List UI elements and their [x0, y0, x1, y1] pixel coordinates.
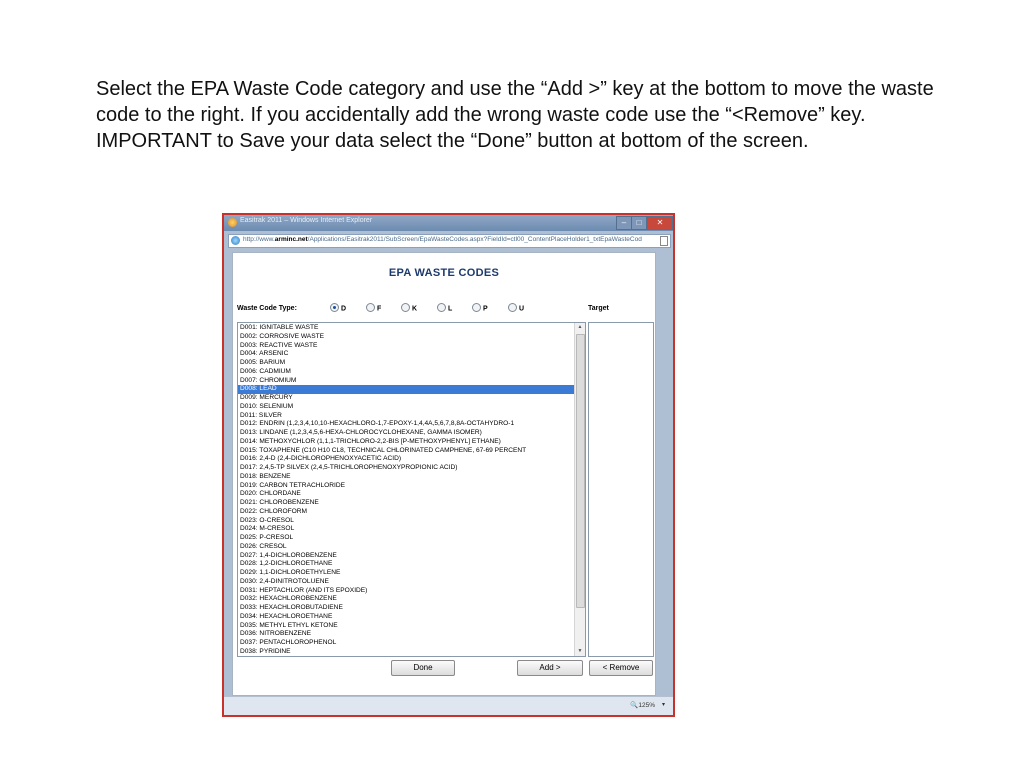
scroll-up-icon[interactable]: ▲: [577, 324, 583, 330]
remove-button[interactable]: < Remove: [589, 660, 653, 676]
radio-u[interactable]: [508, 304, 524, 313]
maximize-button[interactable]: □: [631, 216, 647, 230]
title-bar: [224, 215, 673, 231]
done-button[interactable]: Done: [391, 660, 455, 676]
list-item[interactable]: D035: METHYL ETHYL KETONE: [240, 621, 338, 629]
target-list[interactable]: [588, 322, 654, 657]
radio-button-icon[interactable]: [472, 303, 481, 312]
radio-button-icon[interactable]: [366, 303, 375, 312]
radio-l[interactable]: [437, 304, 452, 313]
list-item[interactable]: D011: SILVER: [240, 411, 282, 419]
list-item[interactable]: D004: ARSENIC: [240, 350, 289, 358]
list-item[interactable]: D008: LEAD: [238, 385, 574, 394]
radio-k[interactable]: [401, 304, 417, 313]
list-item[interactable]: D034: HEXACHLOROETHANE: [240, 612, 333, 620]
list-scrollbar[interactable]: [574, 323, 585, 656]
radio-button-icon[interactable]: [330, 303, 339, 312]
list-item[interactable]: D010: SELENIUM: [240, 402, 294, 410]
list-item[interactable]: D025: P-CRESOL: [240, 534, 294, 541]
radio-p[interactable]: [472, 304, 488, 313]
radio-label: D: [341, 305, 347, 313]
list-item[interactable]: D013: LINDANE (1,2,3,4,5,6-HEXA-CHLOROCYCLOHEXANE, GAMMA ISOMER): [240, 429, 482, 436]
globe-icon: [231, 236, 240, 245]
list-item[interactable]: D012: ENDRIN (1,2,3,4,10,10-HEXACHLORO-1,7-EPOXY-1,4,4A,5,6,7,8,8A-OCTAHYDRO-1: [240, 420, 515, 428]
page-content: [232, 252, 656, 696]
status-bar: [224, 696, 673, 715]
list-item[interactable]: D037: PENTACHLOROPHENOL: [240, 639, 337, 646]
list-item[interactable]: D020: CHLORDANE: [240, 490, 301, 498]
radio-button-icon[interactable]: [437, 303, 446, 312]
list-item[interactable]: D019: CARBON TETRACHLORIDE: [240, 481, 346, 489]
browser-app-icon: [228, 218, 237, 227]
waste-code-type-label: Waste Code Type:: [237, 305, 297, 312]
list-item[interactable]: D007: CHROMIUM: [240, 376, 297, 384]
scroll-thumb[interactable]: [576, 334, 585, 608]
radio-label: U: [519, 305, 525, 313]
radio-button-icon[interactable]: [508, 303, 517, 312]
list-item[interactable]: D001: IGNITABLE WASTE: [240, 324, 319, 331]
zoom-level[interactable]: 🔍125%: [630, 702, 655, 709]
minimize-button[interactable]: –: [616, 216, 632, 230]
list-item[interactable]: D017: 2,4,5-TP SILVEX (2,4,5-TRICHLOROPHENOXYPROPIONIC ACID): [240, 464, 458, 471]
list-item[interactable]: D026: CRESOL: [240, 542, 287, 550]
list-item[interactable]: D015: TOXAPHENE (C10 H10 CL8, TECHNICAL CHLORINATED CAMPHENE, 67-69 PERCENT: [240, 446, 527, 454]
list-item[interactable]: D009: MERCURY: [240, 394, 293, 401]
radio-label: F: [377, 305, 382, 313]
target-label: Target: [588, 305, 609, 312]
address-bar[interactable]: [228, 234, 671, 248]
list-item[interactable]: D031: HEPTACHLOR (AND ITS EPOXIDE): [240, 586, 368, 594]
list-item[interactable]: D036: NITROBENZENE: [240, 630, 312, 638]
list-item[interactable]: D032: HEXACHLOROBENZENE: [240, 595, 337, 603]
list-item[interactable]: D002: CORROSIVE WASTE: [240, 332, 325, 340]
browser-window: [222, 213, 675, 717]
list-item[interactable]: D021: CHLOROBENZENE: [240, 499, 319, 506]
list-item[interactable]: D023: O-CRESOL: [240, 516, 294, 524]
scroll-down-icon[interactable]: ▼: [577, 648, 583, 654]
radio-label: L: [448, 305, 453, 313]
list-item[interactable]: D028: 1,2-DICHLOROETHANE: [240, 560, 333, 568]
list-item[interactable]: D030: 2,4-DINITROTOLUENE: [240, 577, 329, 585]
radio-label: P: [483, 305, 488, 313]
list-item[interactable]: D038: PYRIDINE: [240, 647, 291, 655]
close-button[interactable]: ✕: [647, 216, 673, 230]
window-title: Easitrak 2011 – Windows Internet Explorer: [240, 217, 373, 224]
list-item[interactable]: D029: 1,1-DICHLOROETHYLENE: [240, 569, 341, 576]
zoom-dropdown-icon[interactable]: ▾: [661, 702, 665, 708]
page-icon: [660, 236, 668, 246]
list-item[interactable]: D022: CHLOROFORM: [240, 507, 308, 515]
page-title: EPA WASTE CODES: [388, 267, 500, 279]
instructions-text: Select the EPA Waste Code category and use the “Add >” key at the bottom to move the waste code to the right. If you accidentally add the wrong waste code use the “<Remove” key. IMPORTANT to Save your data select the “Done” button at bottom of the screen.: [96, 78, 934, 152]
list-item[interactable]: D018: BENZENE: [240, 472, 291, 480]
waste-code-rows: [238, 324, 574, 657]
list-item[interactable]: D027: 1,4-DICHLOROBENZENE: [240, 551, 337, 559]
list-item[interactable]: D003: REACTIVE WASTE: [240, 341, 318, 349]
radio-label: K: [412, 305, 418, 313]
list-item[interactable]: D006: CADMIUM: [240, 367, 291, 375]
list-item[interactable]: D005: BARIUM: [240, 359, 286, 366]
list-item[interactable]: D014: METHOXYCHLOR (1,1,1-TRICHLORO-2,2-BIS [P-METHOXYPHENYL] ETHANE): [240, 437, 501, 445]
radio-d[interactable]: [330, 304, 346, 313]
list-item[interactable]: D016: 2,4-D (2,4-DICHLOROPHENOXYACETIC ACID): [240, 455, 402, 463]
list-item[interactable]: D033: HEXACHLOROBUTADIENE: [240, 604, 343, 611]
radio-button-icon[interactable]: [401, 303, 410, 312]
list-item[interactable]: D024: M-CRESOL: [240, 525, 295, 533]
address-url[interactable]: http://www.arminc.net/Applications/Easitrak2011/SubScreen/EpaWasteCodes.aspx?FieldId=ctl00_ContentPlaceHolder1_txtEpaWasteCod: [243, 236, 642, 243]
radio-f[interactable]: [366, 304, 381, 313]
add-button[interactable]: Add >: [517, 660, 583, 676]
waste-code-list[interactable]: [237, 322, 586, 657]
